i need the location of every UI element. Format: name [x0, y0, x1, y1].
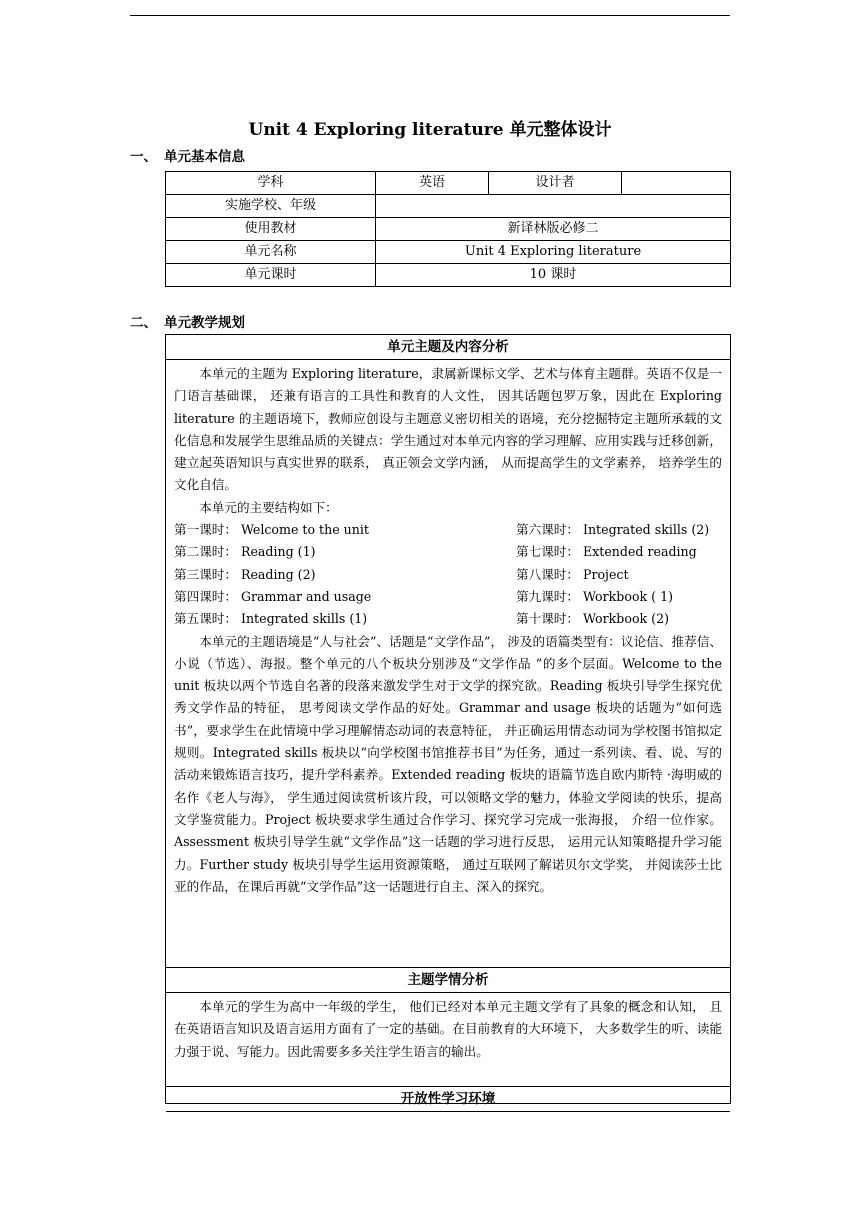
list-item: 第十课时： Workbook (2): [516, 611, 669, 627]
hours-label: 单元课时: [166, 264, 376, 287]
hours-value: 10 课时: [376, 264, 731, 287]
lesson-list: [174, 519, 722, 630]
list-item: 第一课时： Welcome to the unit: [174, 522, 369, 538]
theme-analysis-heading: 单元主题及内容分析: [166, 335, 730, 360]
textbook-label: 使用教材: [166, 218, 376, 241]
learner-paragraph: 本单元的学生为高中一年级的学生， 他们已经对本单元主题文学有了具象的概念和认知， 且在英语语言知识及语言运用方面有了一定的基础。在目前教育的大环境下， 大多数学生的听、读能力强于说、写能力。因此需要多多关注学生语言的输出。: [174, 999, 722, 1059]
table-row: [166, 195, 731, 218]
list-item: 第四课时： Grammar and usage: [174, 588, 372, 604]
school-label: 实施学校、年级: [166, 195, 376, 218]
list-item: 第二课时： Reading (1): [174, 544, 316, 560]
theme-context-paragraph: 本单元的主题语境是“人与社会”、话题是“文学作品”， 涉及的语篇类型有：议论信、推荐信、小说（节选）、海报。整个单元的八个板块分别涉及“文学作品 ”的多个层面。Welcome to the unit 板块以两个节选自名著的段落来激发学生对于文学的探究欲。Reading 板块引导学生探究优秀文学作品的特征， 思考阅读文学作品的好处。Grammar and usage 板块的话题为“如何选书”，要求学生在此情境中学习理解情态动词的表意特征， 并正确运用情态动词为学校图书馆拟定规则。Integrated skills 板块以“向学校图书馆推荐书目”为任务，通过一系列读、看、说、写的活动来锻炼语言技巧，提升学科素养。Extended reading 板块的语篇节选自欧内斯特 ·海明威的名作《老人与海》， 学生通过阅读赏析该片段，可以领略文学的魅力，体验文学阅读的快乐，提高文学鉴赏能力。Project 板块要求学生通过合作学习、探究学习完成一张海报， 介绍一位作家。Assessment 板块引导学生就“文学作品”这一话题的学习进行反思， 运用元认知策略提升学习能力。Further study 板块引导学生运用资源策略， 通过互联网了解诺贝尔文学奖， 并阅读莎士比亚的作品，在课后再就“文学作品”这一话题进行自主、深入的探究。: [174, 633, 722, 894]
learner-analysis-content: [166, 993, 730, 1086]
textbook-value: 新译林版必修二: [376, 218, 731, 241]
theme-analysis-content: [166, 360, 730, 967]
table-row: [166, 241, 731, 264]
list-item: 第五课时： Integrated skills (1): [174, 611, 368, 627]
table-row: [166, 172, 731, 195]
subject-value: 英语: [376, 172, 489, 195]
section-heading-teaching-plan: [130, 314, 245, 332]
section-title: 单元教学规划: [164, 315, 245, 331]
list-item: 第七课时： Extended reading: [516, 544, 697, 560]
list-item: 第八课时： Project: [516, 566, 629, 582]
theme-paragraph: 本单元的主题为 Exploring literature，隶属新课标文学、艺术与体育主题群。英语不仅是一门语言基础课， 还兼有语言的工具性和教育的人文性， 因其话题包罗万象，因此在 Exploring literature 的主题语境下，教师应创设与主题意义密切相关的语境，充分挖掘特定主题所承载的文化信息和发展学生思维品质的关键点：学生通过对本单元内容的学习理解、应用实践与迁移创新，建立起英语知识与真实世界的联系， 真正领会文学内涵， 从而提高学生的文学素养， 培养学生的文化自信。: [174, 366, 722, 493]
header-rule: [130, 15, 730, 16]
table-row: [166, 264, 731, 287]
unit-name-label: 单元名称: [166, 241, 376, 264]
document-title: Unit 4 Exploring literature 单元整体设计: [248, 120, 612, 140]
list-item: 第六课时： Integrated skills (2): [516, 522, 710, 538]
list-item: 第九课时： Workbook ( 1): [516, 588, 673, 604]
table-row: [166, 218, 731, 241]
section-number: 一、: [130, 149, 157, 165]
designer-label: 设计者: [489, 172, 622, 195]
learning-environment-heading: 开放性学习环境: [166, 1086, 730, 1112]
section-heading-basic-info: [130, 148, 245, 166]
section-number: 二、: [130, 315, 157, 331]
unit-name-value: Unit 4 Exploring literature: [376, 241, 731, 264]
teaching-plan-table: [165, 334, 731, 1107]
school-value: [376, 195, 731, 218]
structure-intro: 本单元的主要结构如下：: [199, 499, 338, 515]
section-title: 单元基本信息: [164, 149, 245, 165]
designer-value: [622, 172, 731, 195]
unit-info-table: [165, 171, 731, 287]
learner-analysis-heading: 主题学情分析: [166, 967, 730, 993]
subject-label: 学科: [166, 172, 376, 195]
list-item: 第三课时： Reading (2): [174, 566, 316, 582]
